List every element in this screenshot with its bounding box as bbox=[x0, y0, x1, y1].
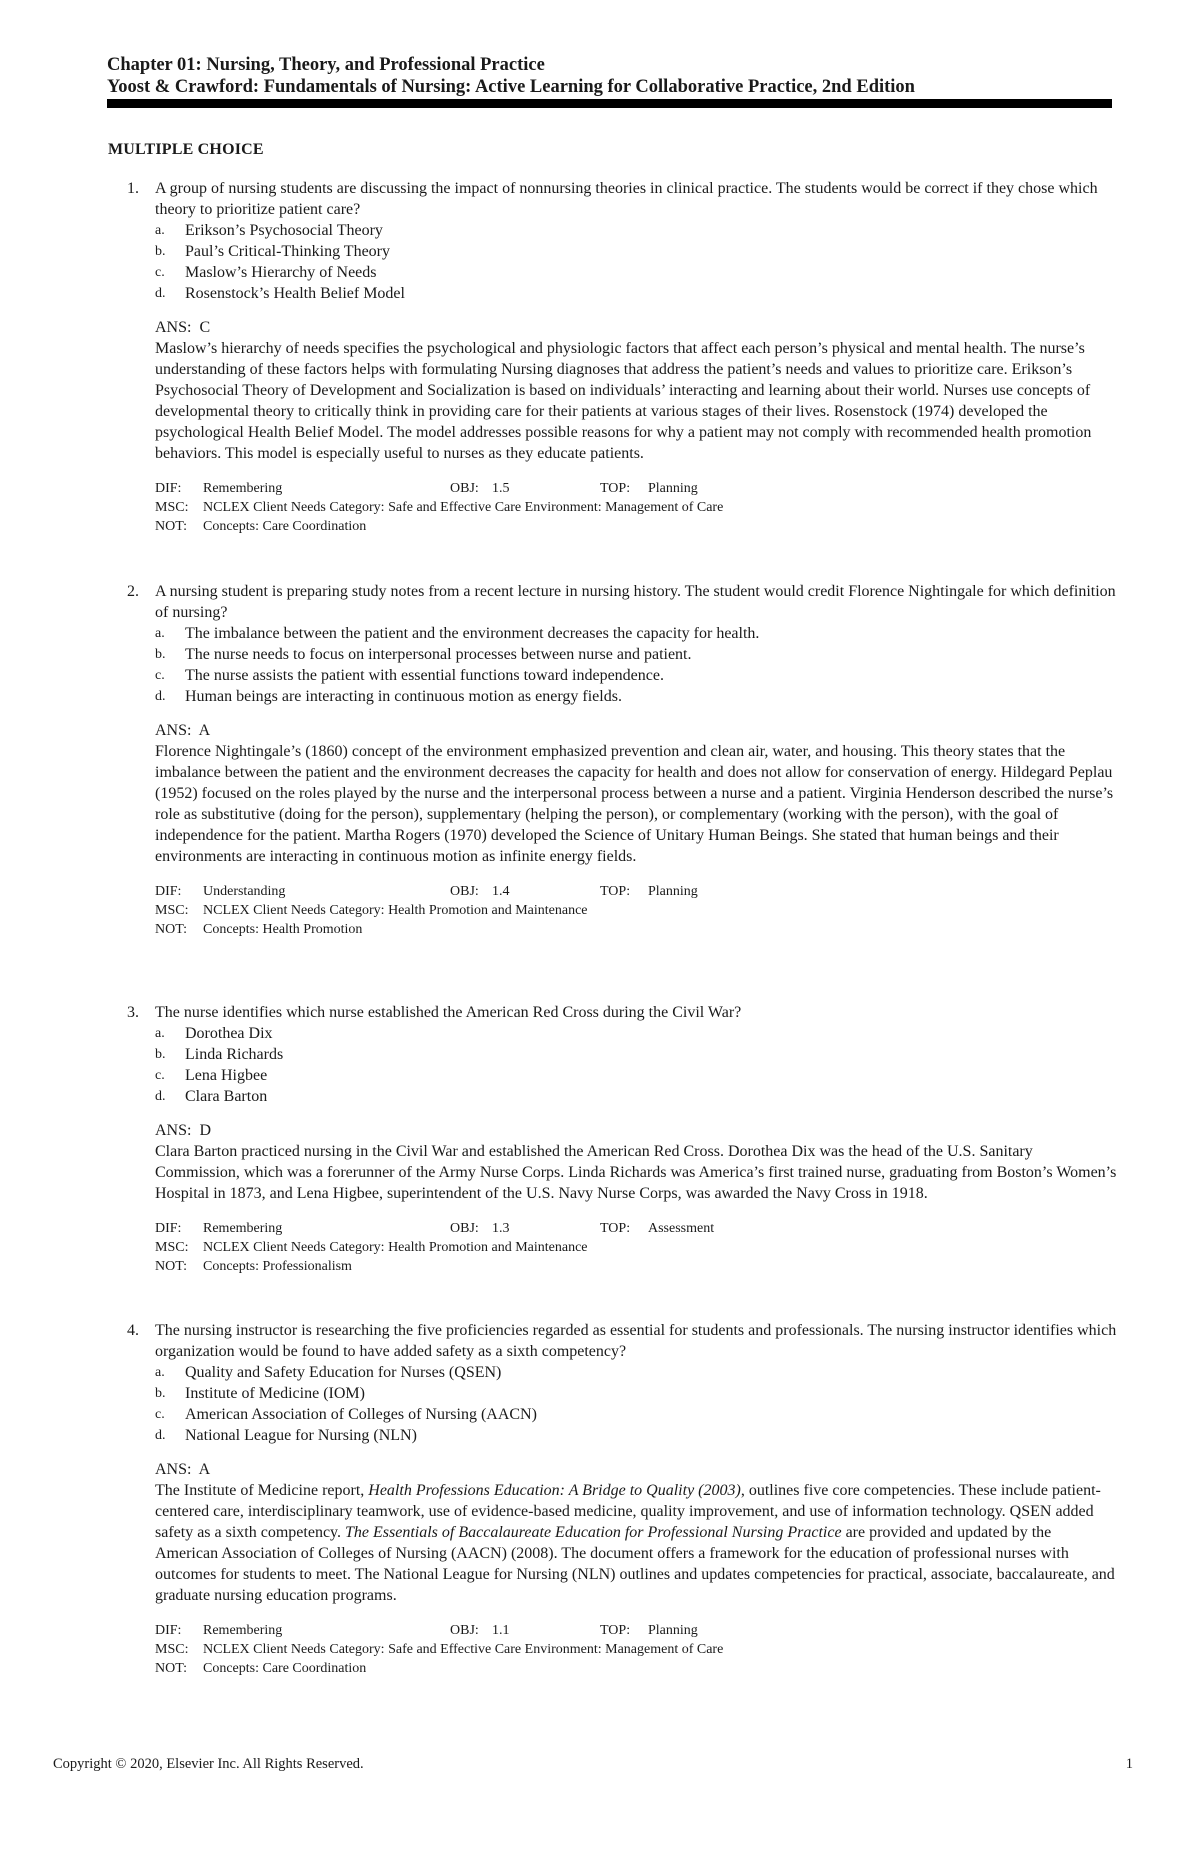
question-text: A nursing student is preparing study notes from a recent lecture in nursing history. The student would credit Florence Nightingale for which definition of nursing? bbox=[155, 583, 1116, 621]
question-meta: DIF: Remembering OBJ: 1.3 TOP: Assessment MSC: NCLEX Client Needs Category: Health Promotion and Maintenance NOT: Concepts: Professionalism bbox=[155, 1221, 715, 1274]
answer-block bbox=[127, 317, 1117, 464]
option-c: c. Lena Higbee bbox=[155, 1067, 268, 1084]
option-c: c. The nurse assists the patient with essential functions toward independence. bbox=[155, 667, 664, 684]
header-rule bbox=[107, 99, 1112, 108]
objective: 1.4 bbox=[492, 884, 510, 899]
book-title-italic: Health Professions Education: A Bridge to Quality (2003) bbox=[368, 1482, 741, 1499]
difficulty: Understanding bbox=[203, 884, 286, 899]
question-stem bbox=[127, 581, 1117, 623]
question-number: 3. bbox=[127, 1004, 139, 1021]
option-b: b. Institute of Medicine (IOM) bbox=[155, 1385, 365, 1402]
objective: 1.3 bbox=[492, 1221, 510, 1236]
question-stem bbox=[127, 1002, 1117, 1023]
difficulty: Remembering bbox=[203, 1221, 283, 1236]
question-text: A group of nursing students are discussing the impact of nonnursing theories in clinical practice. The students would be correct if they chose which theory to prioritize patient care? bbox=[155, 180, 1098, 218]
option-a: a. Quality and Safety Education for Nurses (QSEN) bbox=[155, 1364, 502, 1381]
rationale: Clara Barton practiced nursing in the Civil War and established the American Red Cross. Dorothea Dix was the head of the U.S. Sanitary Commission, which was a forerunner of the Army Nurse Corps. Linda Richards was America’s first trained nurse, graduating from Boston’s Women’s Hospital in 1873, and Lena Higbee, superintendent of the U.S. Navy Nurse Corps, was awarded the Navy Cross in 1918. bbox=[155, 1143, 1117, 1202]
option-d: d. Rosenstock’s Health Belief Model bbox=[155, 285, 405, 302]
topic: Planning bbox=[648, 481, 698, 496]
rationale: Florence Nightingale’s (1860) concept of the environment emphasized prevention and clean air, water, and housing. This theory states that the imbalance between the patient and the environment decreases the capacity for health and does not allow for conservation of energy. Hildegard Peplau (1952) focused on the roles played by the nurse and the interpersonal process between a nurse and a patient. Virginia Henderson described the nurse’s role as substitutive (doing for the person), supplementary (helping the person), or complementary (working with the person), with the goal of independence for the patient. Martha Rogers (1970) developed the Science of Unitary Human Beings. She stated that human beings and their environments are interacting in continuous motion as infinite energy fields. bbox=[155, 743, 1114, 865]
difficulty: Remembering bbox=[203, 1623, 283, 1638]
book-title: Yoost & Crawford: Fundamentals of Nursing: Active Learning for Collaborative Practice, 2nd Edition bbox=[107, 77, 915, 97]
question-1 bbox=[127, 178, 1117, 536]
book-title-italic: The Essentials of Baccalaureate Education for Professional Nursing Practice bbox=[345, 1524, 842, 1541]
question-3 bbox=[127, 1002, 1117, 1276]
answer-line: ANS: A bbox=[155, 722, 211, 739]
page-header bbox=[107, 54, 1112, 98]
question-number: 4. bbox=[127, 1322, 139, 1339]
question-text: The nurse identifies which nurse established the American Red Cross during the Civil War? bbox=[155, 1004, 742, 1021]
question-meta: DIF: Understanding OBJ: 1.4 TOP: Planning MSC: NCLEX Client Needs Category: Health Promotion and Maintenance NOT: Concepts: Health Promotion bbox=[155, 884, 698, 937]
objective: 1.5 bbox=[492, 481, 510, 496]
answer-block bbox=[127, 1459, 1117, 1606]
page-number: 1 bbox=[1125, 1756, 1133, 1772]
answer-options bbox=[127, 1023, 1117, 1107]
question-number: 1. bbox=[127, 180, 139, 197]
answer-value: C bbox=[199, 319, 211, 336]
answer-line: ANS: C bbox=[155, 319, 211, 336]
answer-line: ANS: D bbox=[155, 1122, 212, 1139]
difficulty: Remembering bbox=[203, 481, 283, 496]
answer-value: D bbox=[199, 1122, 212, 1139]
question-stem bbox=[127, 1320, 1117, 1362]
question-stem bbox=[127, 178, 1117, 220]
topic: Assessment bbox=[648, 1221, 715, 1236]
answer-block bbox=[127, 1120, 1117, 1204]
answer-options bbox=[127, 220, 1117, 304]
answer-options bbox=[127, 1362, 1117, 1446]
option-c: c. American Association of Colleges of Nursing (AACN) bbox=[155, 1406, 537, 1423]
copyright-notice: Copyright © 2020, Elsevier Inc. All Rights Reserved. bbox=[53, 1756, 364, 1772]
topic: Planning bbox=[648, 1623, 698, 1638]
answer-line: ANS: A bbox=[155, 1461, 211, 1478]
option-b: b. Paul’s Critical-Thinking Theory bbox=[155, 243, 391, 260]
option-a: a. Dorothea Dix bbox=[155, 1025, 273, 1042]
concepts: Concepts: Care Coordination bbox=[203, 1661, 367, 1676]
chapter-title: Chapter 01: Nursing, Theory, and Professional Practice bbox=[107, 55, 545, 75]
answer-options bbox=[127, 623, 1117, 707]
option-a: a. The imbalance between the patient and the environment decreases the capacity for health. bbox=[155, 625, 760, 642]
option-b: b. Linda Richards bbox=[155, 1046, 284, 1063]
client-needs: NCLEX Client Needs Category: Health Promotion and Maintenance bbox=[203, 1240, 588, 1255]
client-needs: NCLEX Client Needs Category: Safe and Effective Care Environment: Management of Care bbox=[203, 1642, 724, 1657]
answer-value: A bbox=[198, 722, 211, 739]
concepts: Concepts: Professionalism bbox=[203, 1259, 352, 1274]
rationale: The Institute of Medicine report, Health Professions Education: A Bridge to Quality (2003), outlines five core competencies. These include patient-centered care, interdisciplinary teamwork, use of evidence-based medicine, quality improvement, and use of information technology. QSEN added safety as a sixth competency. The Essentials of Baccalaureate Education for Professional Nursing Practice are provided and updated by the American Association of Colleges of Nursing (AACN) (2008). The document offers a framework for the education of professional nurses with outcomes for students to meet. The National League for Nursing (NLN) outlines and updates competencies for practical, associate, baccalaureate, and graduate nursing education programs. bbox=[155, 1482, 1115, 1604]
objective: 1.1 bbox=[492, 1623, 510, 1638]
concepts: Concepts: Care Coordination bbox=[203, 519, 367, 534]
question-text: The nursing instructor is researching the five proficiencies regarded as essential for students and professionals. The nursing instructor identifies which organization would be found to have added safety as a sixth competency? bbox=[155, 1322, 1117, 1360]
question-number: 2. bbox=[127, 583, 139, 600]
answer-block bbox=[127, 720, 1117, 867]
question-meta: DIF: Remembering OBJ: 1.1 TOP: Planning MSC: NCLEX Client Needs Category: Safe and Effective Care Environment: Management of Care NOT: Concepts: Care Coordination bbox=[155, 1623, 724, 1676]
option-b: b. The nurse needs to focus on interpersonal processes between nurse and patient. bbox=[155, 646, 692, 663]
question-2 bbox=[127, 581, 1117, 939]
answer-value: A bbox=[198, 1461, 211, 1478]
client-needs: NCLEX Client Needs Category: Health Promotion and Maintenance bbox=[203, 903, 588, 918]
option-d: d. National League for Nursing (NLN) bbox=[155, 1427, 417, 1444]
rationale: Maslow’s hierarchy of needs specifies the psychological and physiologic factors that affect each person’s physical and mental health. The nurse’s understanding of these factors helps with formulating Nursing diagnoses that address the patient’s needs and values to prioritize care. Erikson’s Psychosocial Theory of Development and Socialization is based on individuals’ interacting and learning about their world. Nurses use concepts of developmental theory to critically think in providing care for their patients at various stages of their lives. Rosenstock (1974) developed the psychological Health Belief Model. The model addresses possible reasons for why a patient may not comply with recommended health promotion behaviors. This model is especially useful to nurses as they educate patients. bbox=[155, 340, 1092, 462]
option-c: c. Maslow’s Hierarchy of Needs bbox=[155, 264, 377, 281]
question-4 bbox=[127, 1320, 1117, 1678]
question-meta: DIF: Remembering OBJ: 1.5 TOP: Planning MSC: NCLEX Client Needs Category: Safe and Effective Care Environment: Management of Care NOT: Concepts: Care Coordination bbox=[155, 481, 724, 534]
concepts: Concepts: Health Promotion bbox=[203, 922, 363, 937]
option-a: a. Erikson’s Psychosocial Theory bbox=[155, 222, 383, 239]
option-d: d. Clara Barton bbox=[155, 1088, 268, 1105]
client-needs: NCLEX Client Needs Category: Safe and Effective Care Environment: Management of Care bbox=[203, 500, 724, 515]
section-title: MULTIPLE CHOICE bbox=[108, 141, 264, 158]
topic: Planning bbox=[648, 884, 698, 899]
option-d: d. Human beings are interacting in continuous motion as energy fields. bbox=[155, 688, 622, 705]
page-footer bbox=[53, 1756, 1133, 1773]
